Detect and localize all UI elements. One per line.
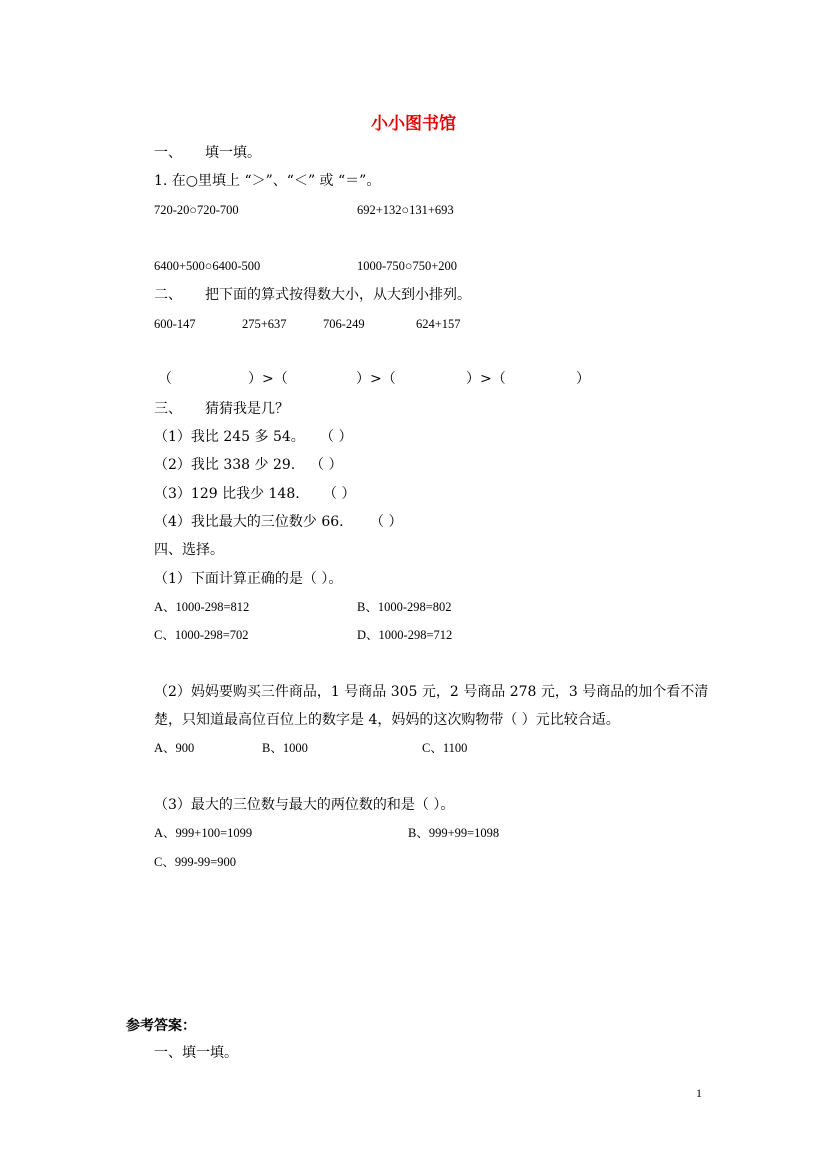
choice-q2-stem-line2: 楚，只知道最高位百位上的数字是 4，妈妈的这次购物带（ ）元比较合适。	[154, 712, 620, 728]
guess-item-1: （1）我比 245 多 54。	[154, 429, 305, 445]
answers-subheading: 一、填一填。	[154, 1045, 238, 1061]
choice-q3-option-b: B、999+99=1098	[408, 826, 500, 840]
choice-q1-option-c: C、1000-298=702	[154, 628, 249, 642]
section3-heading: 猜猜我是几？	[205, 401, 289, 417]
choice-q3-stem: （3）最大的三位数与最大的两位数的和是（ ）。	[154, 797, 455, 813]
choice-q2-option-b: B、1000	[262, 741, 308, 755]
section3-number: 三、	[154, 401, 182, 417]
order-expr-1: 600-147	[154, 317, 196, 331]
guess-item-1-blank: （ ）	[320, 429, 353, 445]
compare-expr-1: 720-20○720-700	[154, 203, 239, 217]
section2-heading: 把下面的算式按得数大小，从大到小排列。	[205, 287, 471, 303]
guess-item-3: （3）129 比我少 148.	[154, 486, 300, 502]
order-blank-open: （	[158, 371, 172, 387]
guess-item-4: （4）我比最大的三位数少 66.	[154, 514, 344, 530]
choice-q2-option-a: A、900	[154, 741, 195, 755]
choice-q1-option-d: D、1000-298=712	[357, 628, 453, 642]
choice-q1-option-a: A、1000-298=812	[154, 600, 250, 614]
order-expr-3: 706-249	[323, 317, 365, 331]
choice-q3-option-c: C、999-99=900	[154, 855, 237, 869]
answers-heading: 参考答案：	[126, 1018, 196, 1034]
compare-expr-4: 1000-750○750+200	[357, 259, 458, 273]
guess-item-2-blank: （ ）	[310, 457, 343, 473]
order-expr-4: 624+157	[416, 317, 461, 331]
order-blank-sep-1: ）>（	[248, 371, 288, 387]
compare-expr-2: 692+132○131+693	[357, 203, 454, 217]
order-blank-sep-2: ）>（	[356, 371, 396, 387]
page-title: 小小图书馆	[371, 114, 456, 134]
order-expr-2: 275+637	[242, 317, 287, 331]
section2-number: 二、	[154, 287, 182, 303]
choice-q1-stem: （1）下面计算正确的是（ ）。	[154, 571, 343, 587]
order-blank-sep-3: ）>（	[466, 371, 506, 387]
guess-item-2: （2）我比 338 少 29.	[154, 457, 296, 473]
choice-q3-option-a: A、999+100=1099	[154, 826, 253, 840]
section1-heading: 填一填。	[205, 145, 261, 161]
section1-q1: 1. 在○里填上 “＞”、“＜” 或 “＝”。	[154, 173, 381, 189]
guess-item-4-blank: （ ）	[370, 514, 403, 530]
page-number: 1	[696, 1086, 702, 1100]
choice-q2-option-c: C、1100	[422, 741, 468, 755]
section4-heading: 四、选择。	[154, 542, 224, 558]
choice-q2-stem-line1: （2）妈妈要购买三件商品，1 号商品 305 元，2 号商品 278 元，3 号商品的加个看不清	[154, 684, 709, 700]
section1-number: 一、	[154, 145, 182, 161]
guess-item-3-blank: （ ）	[323, 486, 356, 502]
order-blank-close: ）	[576, 371, 590, 387]
compare-expr-3: 6400+500○6400-500	[154, 259, 261, 273]
choice-q1-option-b: B、1000-298=802	[357, 600, 452, 614]
